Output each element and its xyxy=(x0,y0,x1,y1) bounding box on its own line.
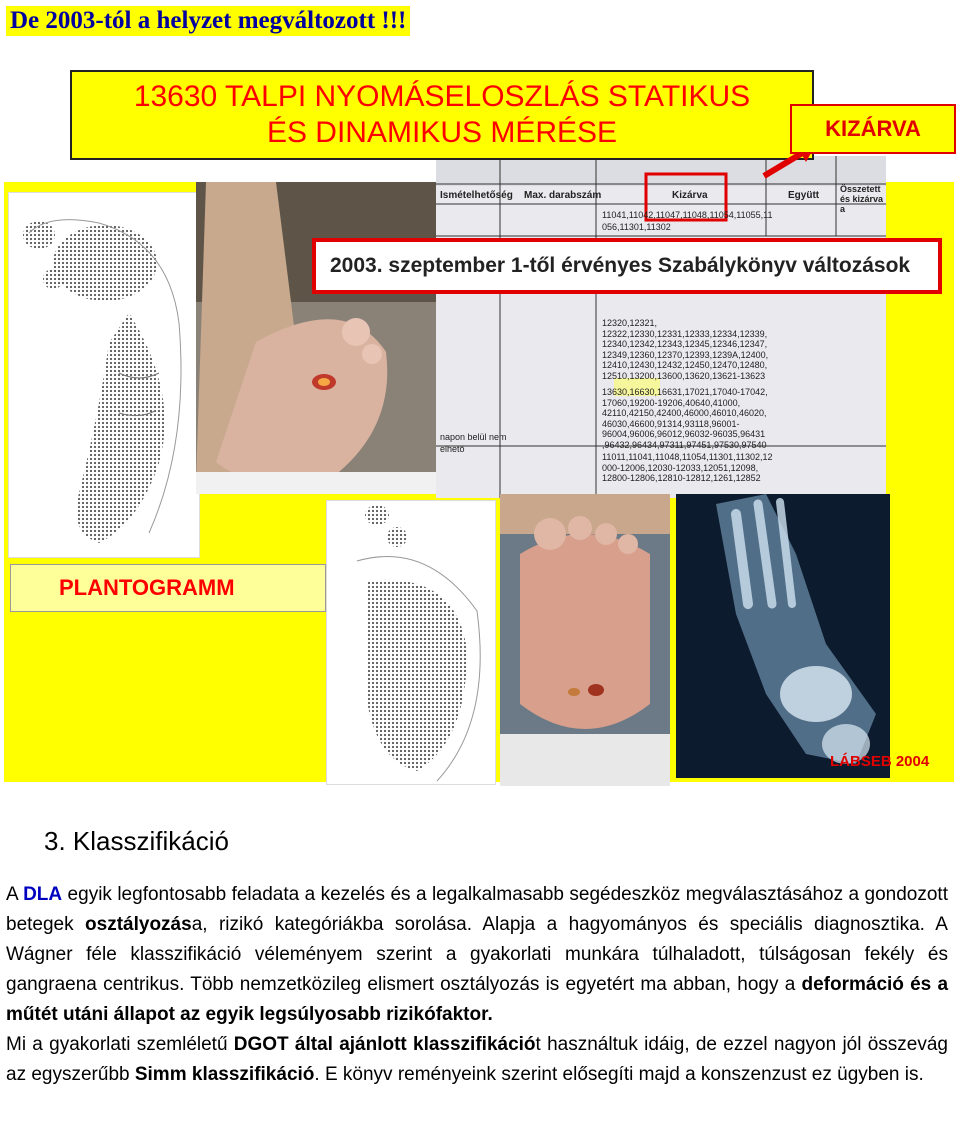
foot-xray-image xyxy=(676,494,890,778)
foot-sole-photo-top xyxy=(196,182,436,494)
doc-row-1: 11041,11042,11047,11048,11054,11055,11 xyxy=(602,210,773,220)
body-paragraph-2: Mi a gyakorlati szemléletű DGOT által ajánlott klasszifikációt használtuk idáig, de ezzel nagyon jól összevág az egyszerűbb Simm klasszifikáció. E könyv reményeink szerint elősegíti majd a konszenzust ez ügyben is. xyxy=(6,1034,948,1085)
doc-side-note-2: elhető xyxy=(440,444,465,454)
regulation-change-banner: 2003. szeptember 1-től érvényes Szabálykönyv változások xyxy=(312,238,942,294)
doc-side-note-1: napon belül nem xyxy=(440,432,507,442)
body-text xyxy=(6,880,948,1090)
doc-col-header-2: Max. darabszám xyxy=(524,190,602,201)
slide-title-line-2: ÉS DINAMIKUS MÉRÉSE xyxy=(266,116,618,149)
excluded-label: KIZÁRVA xyxy=(790,104,956,154)
doc-row-2: 056,11301,11302 xyxy=(602,222,671,232)
doc-code-list: 12320,12321, 12322,12330,12331,12333,12334,12339, 12340,12342,12343,12345,12346,12347, 12349,12360,12370,12393,1239A,12400, 12410,12430,12432,12450,12470,12480, 12510,13200,13600,13620,13621-13623 13630,16630,16631,17021,17040-17042, 17060,19200-19206,40640,41000, 42110,42150,42400,46000,46010,46020, 46030,46600,91314,93118,96001- 96004,96006,96012,96032-96035,96431 ,96432,96434,97311,97451,97530,97540 xyxy=(602,318,769,450)
footprint-graphic xyxy=(9,193,199,557)
doc-col-header-3: Kizárva xyxy=(672,190,708,201)
plantogram-footprint-image xyxy=(8,192,200,558)
doc-col-header-4: Együtt xyxy=(788,190,820,201)
section-heading: 3. Klasszifikáció xyxy=(44,826,229,856)
foot-photo-bottom-graphic xyxy=(500,494,670,786)
slide-title-line-1: 13630 TALPI NYOMÁSELOSZLÁS STATIKUS xyxy=(133,80,751,113)
regulation-document-photo xyxy=(436,156,886,498)
foot-sole-photo-bottom xyxy=(500,494,670,786)
doc-col-header-1: Ismételhetőség xyxy=(440,190,513,201)
body-paragraph-1: A DLA egyik legfontosabb feladata a kezelés és a legalkalmasabb segédeszköz megválasztásához a gondozott betegek osztályozása, rizikó kategóriákba sorolása. Alapja a hagyományos és speciális diagnosztika. A Wágner féle klasszifikáció véleményem szerint a gyakorlati munkára túlhaladott, túlságosan fekély és gangraena centrikus. Több nemzetközileg elismert osztályozás is egyetért ma abban, hogy a deformáció és a műtét utáni állapot az egyik legsúlyosabb rizikófaktor. xyxy=(6,884,949,1025)
dla-term: DLA xyxy=(23,884,63,905)
credit-label: LÁBSEB 2004 xyxy=(830,753,930,770)
doc-col-header-5: Összetett és kizárva a xyxy=(840,184,884,214)
plantogram-footprint-image-2 xyxy=(326,500,496,785)
slide-title-box xyxy=(70,70,814,160)
foot-photo-graphic xyxy=(196,182,436,494)
plantogram-label: PLANTOGRAMM xyxy=(10,564,326,612)
xray-graphic xyxy=(676,494,890,778)
footprint-graphic-2 xyxy=(327,501,495,784)
page-top-heading: De 2003-tól a helyzet megváltozott !!! xyxy=(6,6,410,36)
doc-code-list-2: 11011,11041,11048,11054,11301,11302,12 000-12006,12030-12033,12051,12098, 12800-12806,12810-12812,1261,12852 xyxy=(602,452,773,483)
